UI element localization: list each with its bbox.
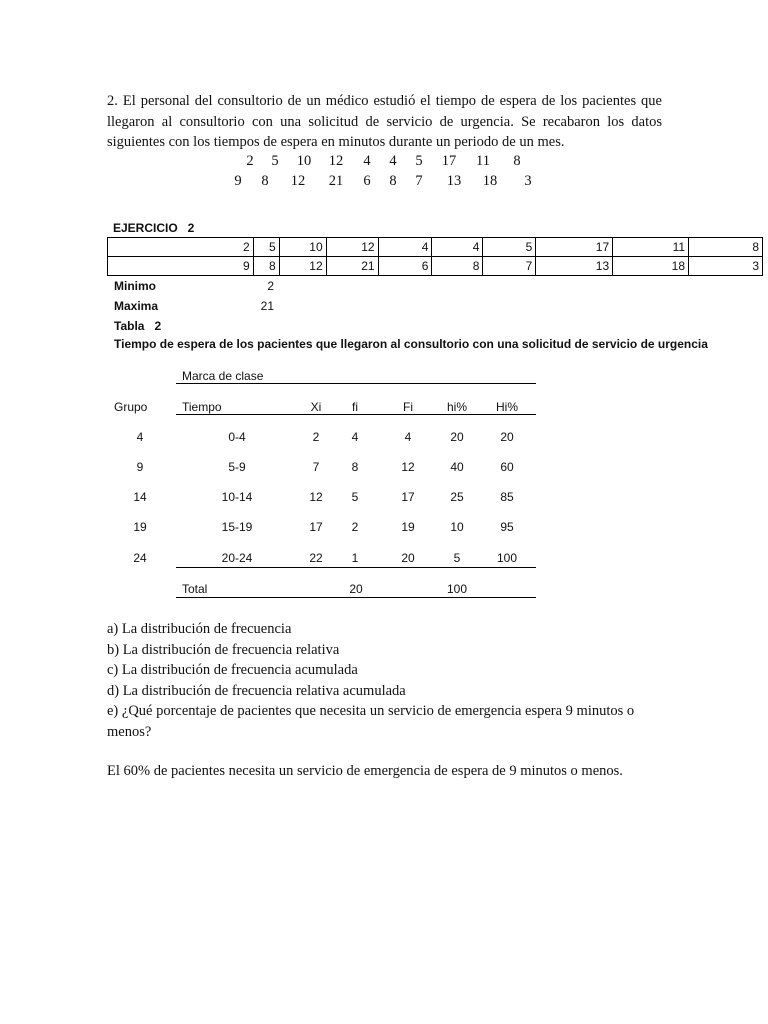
raw-value: 11: [476, 153, 490, 169]
question-a: a) La distribución de frecuencia: [107, 621, 292, 637]
max-label: Maxima: [114, 299, 159, 313]
question-d: d) La distribución de frecuencia relativa acumulada: [107, 682, 406, 699]
grid-cell: 10: [279, 238, 326, 257]
total-hi: 100: [446, 582, 468, 596]
raw-value: 8: [389, 173, 397, 189]
question-c: c) La distribución de frecuencia acumulada: [107, 662, 358, 678]
Hi-cell: 60: [500, 460, 514, 474]
grid-cell: 18: [613, 257, 689, 276]
raw-value: 13: [446, 173, 462, 189]
raw-value: 7: [415, 173, 423, 189]
xi-cell: 22: [309, 551, 323, 565]
grid-cell: 6: [378, 257, 432, 276]
problem-line-2: llegaron al consultorio con una solicitud de servicio de urgencia. Se recabaron los datos: [107, 113, 662, 130]
grid-cell: 8: [689, 238, 763, 257]
table-title: Tiempo de espera de los pacientes que llegaron al consultorio con una solicitud de servicio de urgencia: [114, 337, 708, 351]
raw-value: 8: [261, 173, 269, 189]
xi-cell: 12: [309, 490, 323, 504]
hi-cell: 25: [450, 490, 464, 504]
tiempo-cell: 15-19: [221, 520, 253, 534]
grid-cell: 7: [483, 257, 536, 276]
answer: [107, 761, 707, 782]
raw-value: 8: [513, 153, 521, 169]
raw-value: 4: [389, 153, 397, 169]
raw-value: 6: [363, 173, 371, 189]
raw-value: 4: [363, 153, 371, 169]
hi-header: hi%: [446, 400, 467, 414]
raw-value: 12: [328, 153, 344, 169]
question-e-line-1: e) ¿Qué porcentaje de pacientes que necesita un servicio de emergencia espera 9 minutos o: [107, 703, 635, 719]
grid-cell: 8: [253, 257, 279, 276]
total-fi: 20: [349, 582, 363, 596]
tiempo-cell: 5-9: [228, 460, 246, 474]
hi-cell: 10: [450, 520, 464, 534]
grid-cell: 12: [279, 257, 326, 276]
grupo-cell: 9: [136, 460, 144, 474]
raw-value: 5: [271, 153, 279, 169]
raw-value: 10: [296, 153, 312, 169]
total-bottom-rule: [176, 597, 536, 598]
grupo-cell: 4: [136, 430, 144, 444]
marca-de-clase-header: Marca de clase: [182, 369, 264, 383]
fi-cell: 1: [351, 551, 359, 565]
grid-cell: 9: [108, 257, 254, 276]
raw-value: 17: [441, 153, 457, 169]
hi-cell: 20: [450, 430, 464, 444]
grid-cell: 2: [108, 238, 254, 257]
Fi-cell: 20: [401, 551, 415, 565]
max-value: 21: [260, 299, 274, 313]
raw-value: 9: [234, 173, 242, 189]
grupo-header: Grupo: [114, 400, 148, 414]
problem-statement: [107, 91, 662, 153]
grupo-cell: 14: [133, 490, 147, 504]
tiempo-cell: 10-14: [221, 490, 253, 504]
tiempo-cell: 0-4: [228, 430, 246, 444]
grid-row: [108, 238, 763, 257]
raw-value: 5: [415, 153, 423, 169]
grid-cell: 21: [326, 257, 378, 276]
tiempo-cell: 20-24: [221, 551, 253, 565]
xi-cell: 7: [312, 460, 320, 474]
xi-cell: 2: [312, 430, 320, 444]
fi-cell: 4: [351, 430, 359, 444]
fi-cell: 8: [351, 460, 359, 474]
grid-cell: 11: [613, 238, 689, 257]
xi-header: Xi: [310, 400, 322, 414]
Hi-cell: 85: [500, 490, 514, 504]
hi-cell: 40: [450, 460, 464, 474]
fi-cell: 5: [351, 490, 359, 504]
Hi-header: Hi%: [495, 400, 518, 414]
raw-value: 3: [524, 173, 532, 189]
Hi-cell: 100: [496, 551, 518, 565]
header-top-rule: [176, 383, 536, 384]
raw-value: 21: [328, 173, 344, 189]
grid-cell: 4: [432, 238, 483, 257]
grid-cell: 17: [536, 238, 613, 257]
raw-value: 18: [482, 173, 498, 189]
Fi-cell: 4: [404, 430, 412, 444]
min-label: Minimo: [114, 279, 156, 293]
question-e-line-2: menos?: [107, 723, 152, 740]
raw-value: 12: [290, 173, 306, 189]
total-top-rule: [176, 567, 536, 568]
answer-text: El 60% de pacientes necesita un servicio de emergencia de espera de 9 minutos o menos.: [107, 763, 623, 779]
grid-cell: 13: [536, 257, 613, 276]
data-grid: [107, 237, 763, 276]
fi-header: fi: [352, 400, 358, 414]
hi-cell: 5: [453, 551, 461, 565]
problem-line-1: 2. El personal del consultorio de un médico estudió el tiempo de espera de los pacientes que: [107, 93, 662, 109]
grupo-cell: 19: [133, 520, 147, 534]
table-label: Tabla 2: [114, 319, 162, 333]
grid-cell: 12: [326, 238, 378, 257]
problem-line-3: siguientes con los tiempos de espera en minutos durante un periodo de un mes.: [107, 134, 565, 150]
questions: [107, 619, 707, 742]
grid-cell: 5: [483, 238, 536, 257]
grid-row: [108, 257, 763, 276]
Fi-cell: 17: [401, 490, 415, 504]
exercise-heading: EJERCICIO 2: [113, 221, 195, 235]
Fi-header: Fi: [403, 400, 413, 414]
header-bottom-rule: [176, 414, 536, 415]
Hi-cell: 95: [500, 520, 514, 534]
tiempo-header: Tiempo: [182, 400, 222, 414]
grid-cell: 5: [253, 238, 279, 257]
Hi-cell: 20: [500, 430, 514, 444]
xi-cell: 17: [309, 520, 323, 534]
grid-cell: 4: [378, 238, 432, 257]
total-label: Total: [182, 582, 208, 596]
Fi-cell: 12: [401, 460, 415, 474]
grid-cell: 8: [432, 257, 483, 276]
Fi-cell: 19: [401, 520, 415, 534]
fi-cell: 2: [351, 520, 359, 534]
min-value: 2: [267, 279, 274, 293]
raw-value: 2: [246, 153, 254, 169]
question-b: b) La distribución de frecuencia relativa: [107, 641, 340, 658]
grupo-cell: 24: [133, 551, 147, 565]
grid-cell: 3: [689, 257, 763, 276]
